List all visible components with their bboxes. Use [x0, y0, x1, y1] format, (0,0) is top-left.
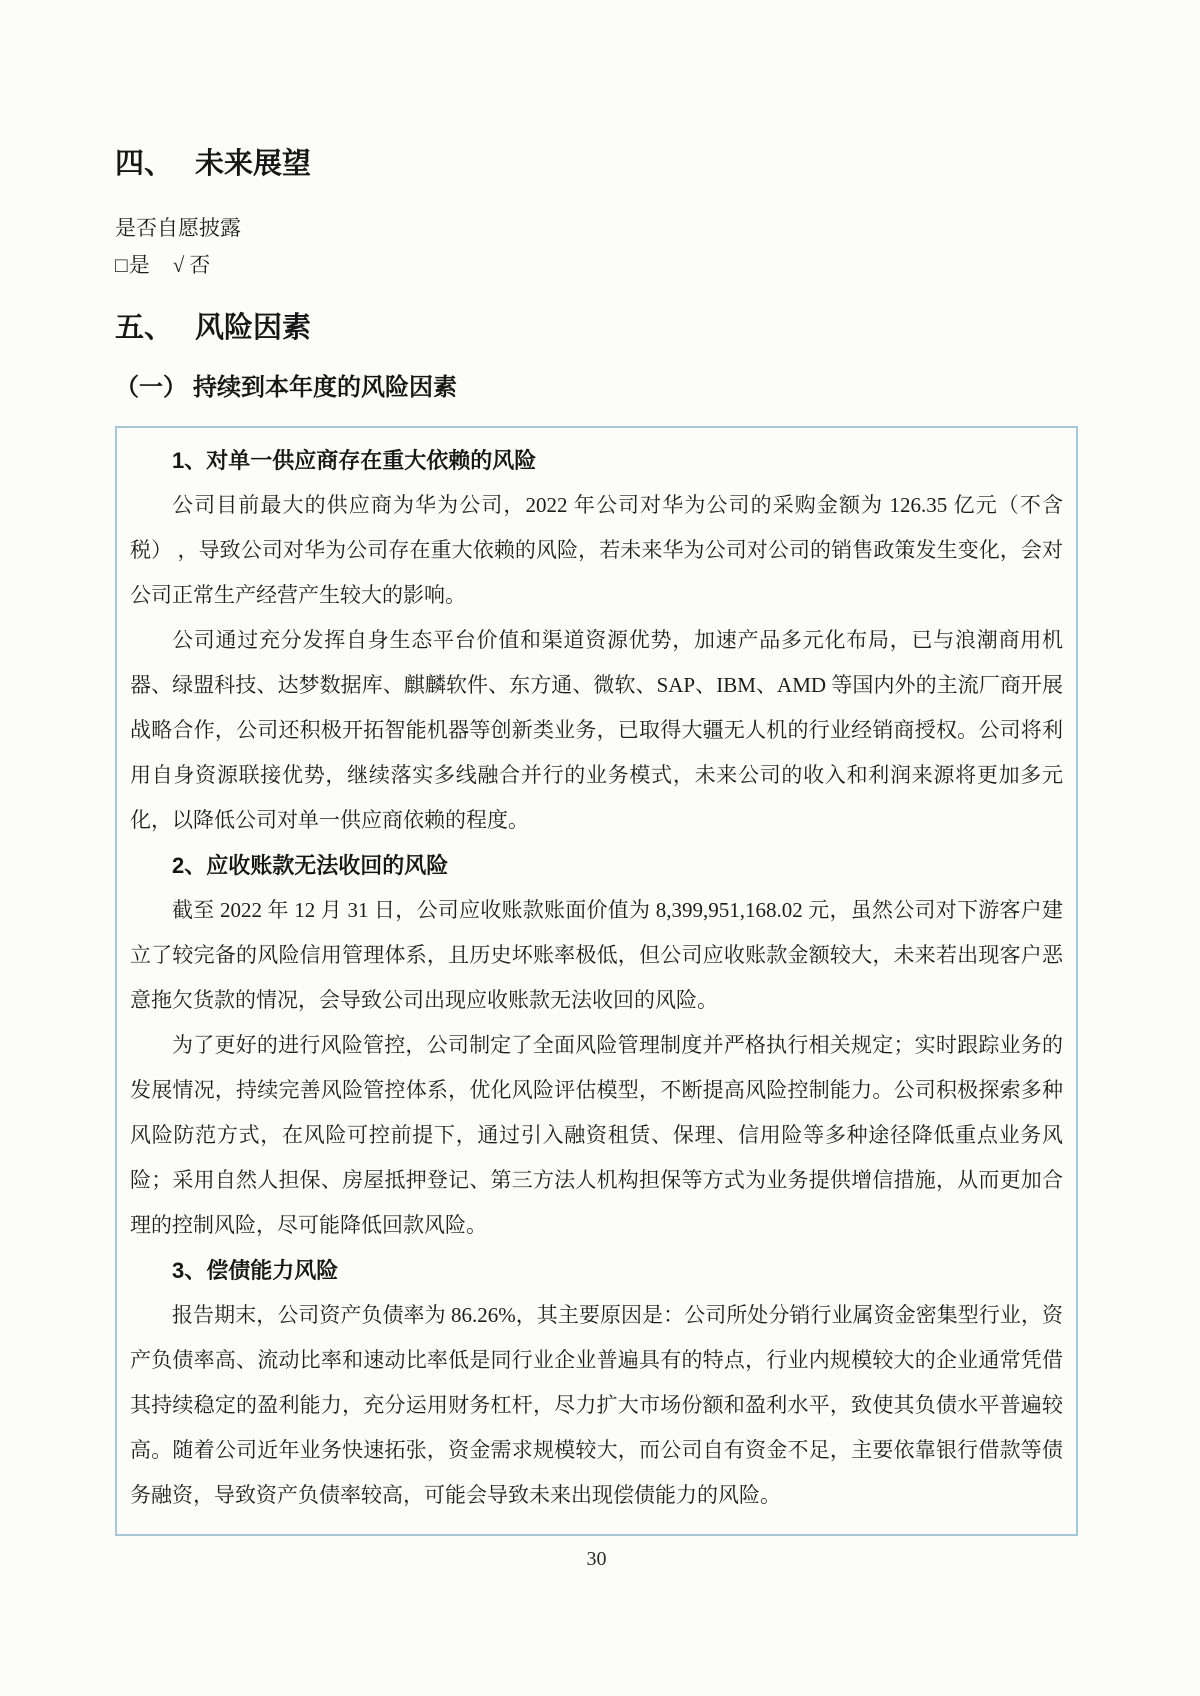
checkbox-unchecked-icon: □ — [115, 253, 129, 277]
risk-item — [130, 438, 1063, 843]
section-heading-future-outlook — [115, 146, 1078, 182]
voluntary-disclosure-block — [115, 210, 1078, 284]
section-title: 风险因素 — [195, 312, 312, 344]
disclosure-question: 是否自愿披露 — [115, 216, 241, 240]
subsection-heading-continuing-risks — [115, 372, 1078, 404]
risk-paragraph: 截至 2022 年 12 月 31 日，公司应收账款账面价值为 8,399,951,168.02 元，虽然公司对下游客户建立了较完备的风险信用管理体系，且历史坏账率极低，但公司应收账款金额较大，未来若出现客户恶意拖欠货款的情况，会导致公司出现应收账款无法收回的风险。 — [130, 898, 1063, 1012]
option-no-label: 否 — [189, 253, 212, 277]
risk-item-heading: 3、偿债能力风险 — [172, 1258, 339, 1283]
page-number: 30 — [586, 1548, 607, 1570]
risk-item-heading: 2、应收账款无法收回的风险 — [172, 853, 449, 878]
risk-item — [130, 843, 1063, 1248]
risk-paragraph: 公司目前最大的供应商为华为公司，2022 年公司对华为公司的采购金额为 126.35 亿元（不含税） ，导致公司对华为公司存在重大依赖的风险，若未来华为公司对公司的销售政策发生变化，会对公司正常生产经营产生较大的影响。 — [130, 493, 1063, 607]
page-content — [115, 0, 1078, 1571]
disclosure-options — [115, 247, 1078, 284]
subsection-title: 持续到本年度的风险因素 — [193, 374, 457, 401]
risk-item-heading: 1、对单一供应商存在重大依赖的风险 — [172, 448, 537, 473]
section-heading-risk-factors — [115, 310, 1078, 346]
subsection-number: （一） — [115, 374, 187, 401]
section-number: 四、 — [115, 148, 174, 180]
check-mark-icon: √ — [172, 253, 186, 277]
risk-paragraph: 报告期末，公司资产负债率为 86.26%，其主要原因是：公司所处分销行业属资金密集型行业，资产负债率高、流动比率和速动比率低是同行业企业普遍具有的特点，行业内规模较大的企业通常凭借其持续稳定的盈利能力，充分运用财务杠杆，尽力扩大市场份额和盈利水平，致使其负债水平普遍较高。随着公司近年业务快速拓张，资金需求规模较大，而公司自有资金不足，主要依靠银行借款等债务融资，导致资产负债率较高，可能会导致未来出现偿债能力的风险。 — [130, 1303, 1063, 1507]
risk-paragraph: 公司通过充分发挥自身生态平台价值和渠道资源优势，加速产品多元化布局，已与浪潮商用机器、绿盟科技、达梦数据库、麒麟软件、东方通、微软、SAP、IBM、AMD 等国内外的主流厂商开展战略合作，公司还积极开拓智能机器等创新类业务，已取得大疆无人机的行业经销商授权。公司将利用自身资源联接优势，继续落实多线融合并行的业务模式，未来公司的收入和利润来源将更加多元化，以降低公司对单一供应商依赖的程度。 — [130, 628, 1063, 832]
section-number: 五、 — [115, 312, 174, 344]
section-title: 未来展望 — [195, 148, 312, 180]
option-yes-label: 是 — [128, 253, 151, 277]
risk-box — [115, 426, 1078, 1536]
risk-item — [130, 1248, 1063, 1518]
risk-paragraph: 为了更好的进行风险管控，公司制定了全面风险管理制度并严格执行相关规定；实时跟踪业务的发展情况，持续完善风险管控体系，优化风险评估模型，不断提高风险控制能力。公司积极探索多种风险防范方式，在风险可控前提下，通过引入融资租赁、保理、信用险等多种途径降低重点业务风险；采用自然人担保、房屋抵押登记、第三方法人机构担保等方式为业务提供增信措施，从而更加合理的控制风险，尽可能降低回款风险。 — [130, 1033, 1063, 1237]
